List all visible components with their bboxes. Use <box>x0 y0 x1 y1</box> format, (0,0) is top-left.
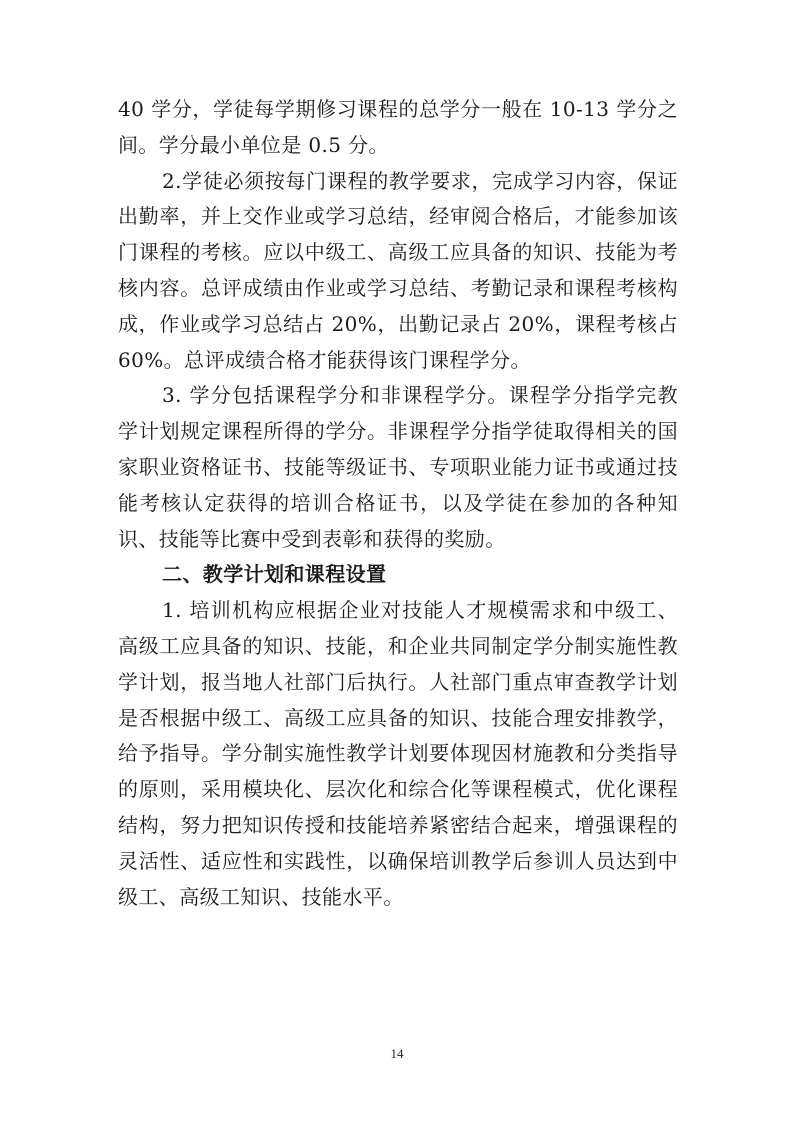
page-number: 14 <box>390 1046 404 1061</box>
paragraph-assessment-requirements: 2.学徒必须按每门课程的教学要求，完成学习内容，保证出勤率，并上交作业或学习总结，经审阅合格后，才能参加该门课程的考核。应以中级工、高级工应具备的知识、技能为考核内容。总评成绩由作业或学习总结、考勤记录和课程考核构成，作业或学习总结占 20%，出勤记录占 20%，课程考核占 60%。总评成绩合格才能获得该门课程学分。 <box>118 168 678 372</box>
paragraph-teaching-plan: 1. 培训机构应根据企业对技能人才规模需求和中级工、高级工应具备的知识、技能，和企业共同制定学分制实施性教学计划，报当地人社部门后执行。人社部门重点审查教学计划是否根据中级工、高级工应具备的知识、技能合理安排教学，给予指导。学分制实施性教学计划要体现因材施教和分类指导的原则，采用模块化、层次化和综合化等课程模式，优化课程结构，努力把知识传授和技能培养紧密结合起来，增强课程的灵活性、适应性和实践性，以确保培训教学后参训人员达到中级工、高级工知识、技能水平。 <box>118 598 678 909</box>
paragraph-credit-range: 40 学分，学徒每学期修习课程的总学分一般在 10-13 学分之间。学分最小单位是 0.5 分。 <box>118 97 678 157</box>
paragraph-credit-types: 3. 学分包括课程学分和非课程学分。课程学分指学完教学计划规定课程所得的学分。非课程学分指学徒取得相关的国家职业资格证书、技能等级证书、专项职业能力证书或通过技能考核认定获得的培训合格证书，以及学徒在参加的各种知识、技能等比赛中受到表彰和获得的奖励。 <box>118 383 678 551</box>
body-text <box>118 92 678 915</box>
section-heading: 二、教学计划和课程设置 <box>162 562 387 587</box>
